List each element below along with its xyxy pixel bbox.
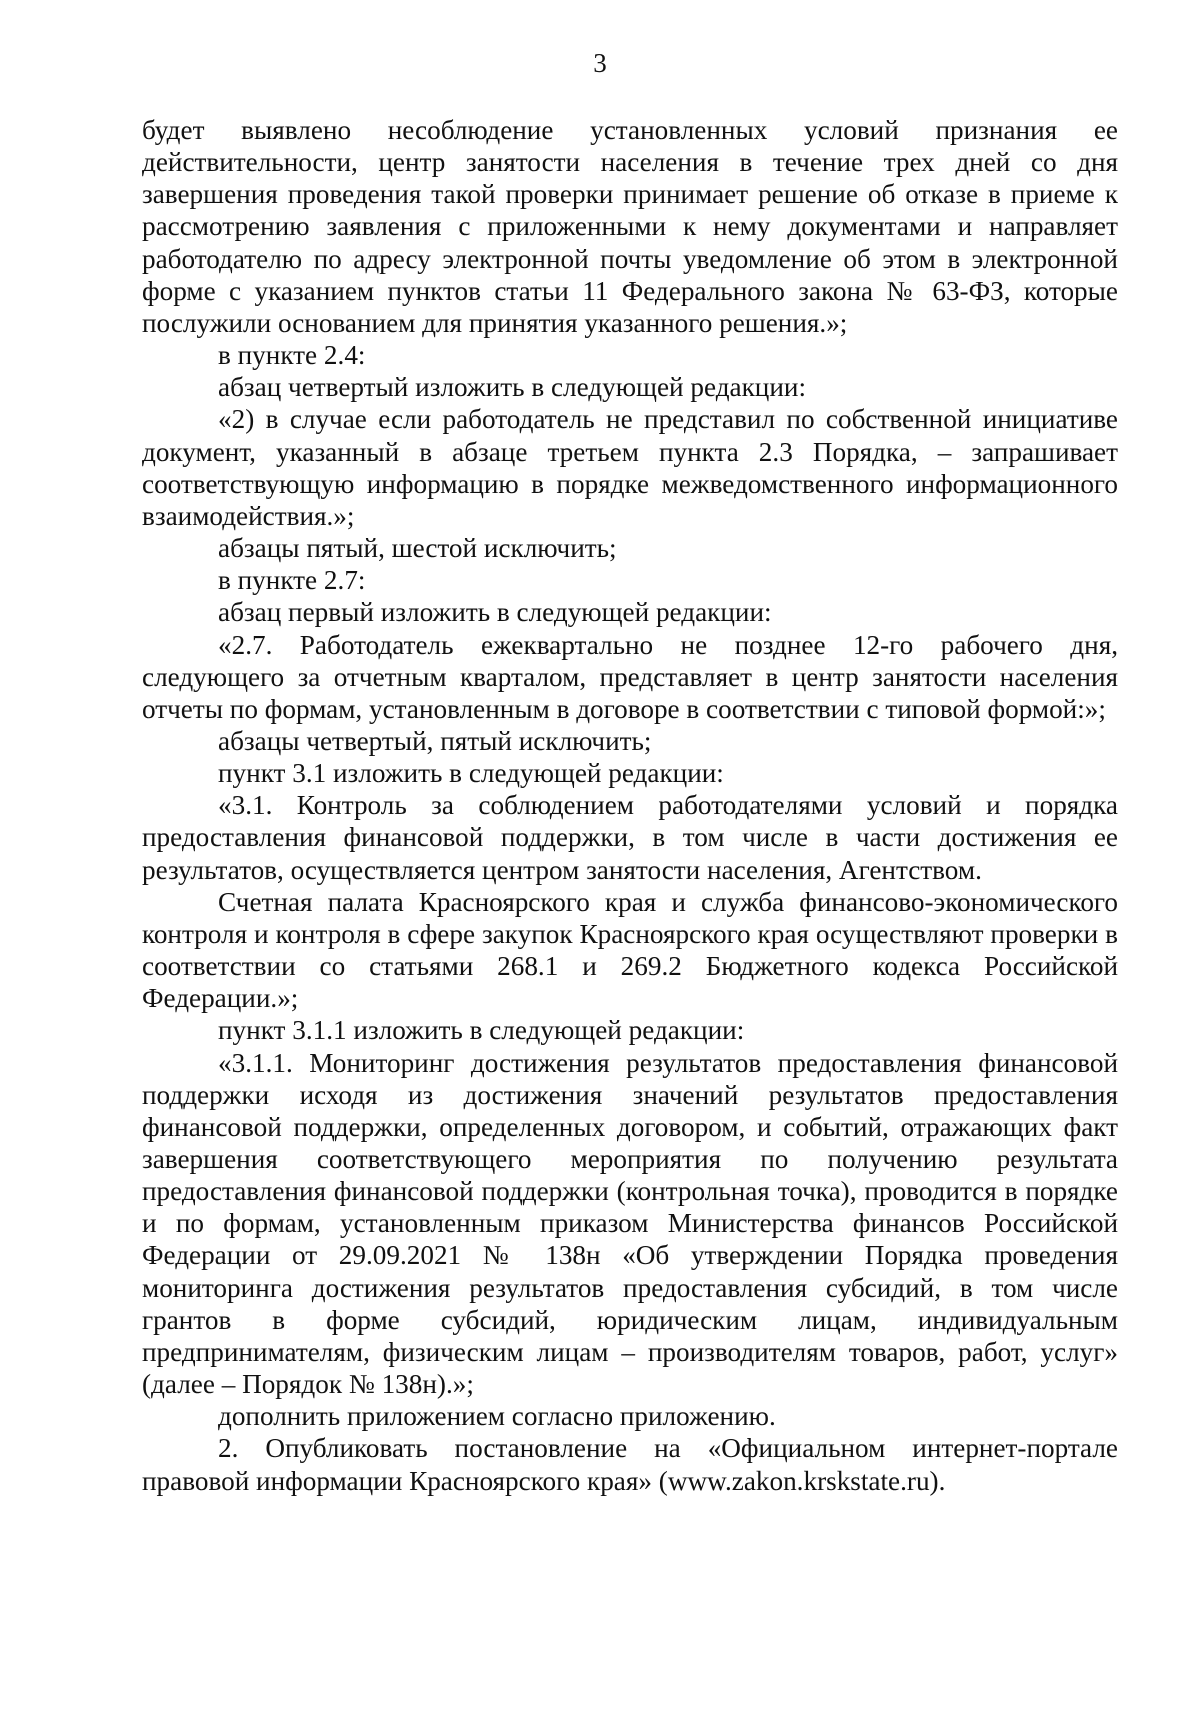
paragraph-amend-text: «2) в случае если работодатель не представил по собственной инициативе документ, указанный в абзаце третьем пункта 2.3 Порядка, – запрашивает соответствующую информацию в порядке межведомственного информационного взаимодействия.»; <box>142 404 1118 531</box>
paragraph-point-2-7: в пункте 2.7: <box>218 565 366 596</box>
page-number: 3 <box>593 48 607 78</box>
paragraph-appendix: дополнить приложением согласно приложению. <box>218 1401 776 1432</box>
paragraph-point-3-1: пункт 3.1 изложить в следующей редакции: <box>218 758 724 789</box>
paragraph-amend-instruction: абзац первый изложить в следующей редакции: <box>218 597 772 628</box>
paragraph-point-2-4: в пункте 2.4: <box>218 340 366 371</box>
paragraph-amend-text: «3.1. Контроль за соблюдением работодателями условий и порядка предоставления финансовой поддержки, в том числе в части достижения ее результатов, осуществляется центром занятости населения, Агентством. <box>142 790 1118 885</box>
paragraph-item-2-publish: 2. Опубликовать постановление на «Официальном интернет-портале правовой информации Красноярского края» (www.zakon.krskstate.ru). <box>142 1433 1118 1496</box>
paragraph-exclude: абзацы четвертый, пятый исключить; <box>218 725 652 756</box>
paragraph-continuation: будет выявлено несоблюдение установленных условий признания ее действительности, центр занятости населения в течение трех дней со дня завершения проведения такой проверки принимает решение об отказе в приеме к рассмотрению заявления с приложенными к нему документами и направляет работодателю по адресу электронной почты уведомление об этом в электронной форме с указанием пунктов статьи 11 Федерального закона № 63-ФЗ, которые послужили основанием для принятия указанного решения.»; <box>142 115 1118 338</box>
paragraph-amend-instruction: абзац четвертый изложить в следующей редакции: <box>218 372 807 403</box>
paragraph-amend-text: «3.1.1. Мониторинг достижения результатов предоставления финансовой поддержки исходя из достижения значений результатов предоставления финансовой поддержки, определенных договором, и событий, отражающих факт завершения соответствующего мероприятия по получению результата предоставления финансовой поддержки (контрольная точка), проводится в порядке и по формам, установленным приказом Министерства финансов Российской Федерации от 29.09.2021 № 138н «Об утверждении Порядка проведения мониторинга достижения результатов предоставления субсидий, в том числе грантов в форме субсидий, юридическим лицам, индивидуальным предпринимателям, физическим лицам – производителям товаров, работ, услуг» (далее – Порядок № 138н).»; <box>142 1047 1118 1400</box>
paragraph-exclude: абзацы пятый, шестой исключить; <box>218 533 617 564</box>
paragraph-point-3-1-1: пункт 3.1.1 изложить в следующей редакции: <box>218 1015 745 1046</box>
paragraph-amend-text: «2.7. Работодатель ежеквартально не позднее 12-го рабочего дня, следующего за отчетным кварталом, представляет в центр занятости населения отчеты по формам, установленным в договоре в соответствии с типовой формой:»; <box>142 629 1118 724</box>
document-body <box>142 114 1118 1497</box>
paragraph-amend-text: Счетная палата Красноярского края и служба финансово-экономического контроля и контроля в сфере закупок Красноярского края осуществляют проверки в соответствии со статьями 268.1 и 269.2 Бюджетного кодекса Российской Федерации.»; <box>142 886 1118 1014</box>
